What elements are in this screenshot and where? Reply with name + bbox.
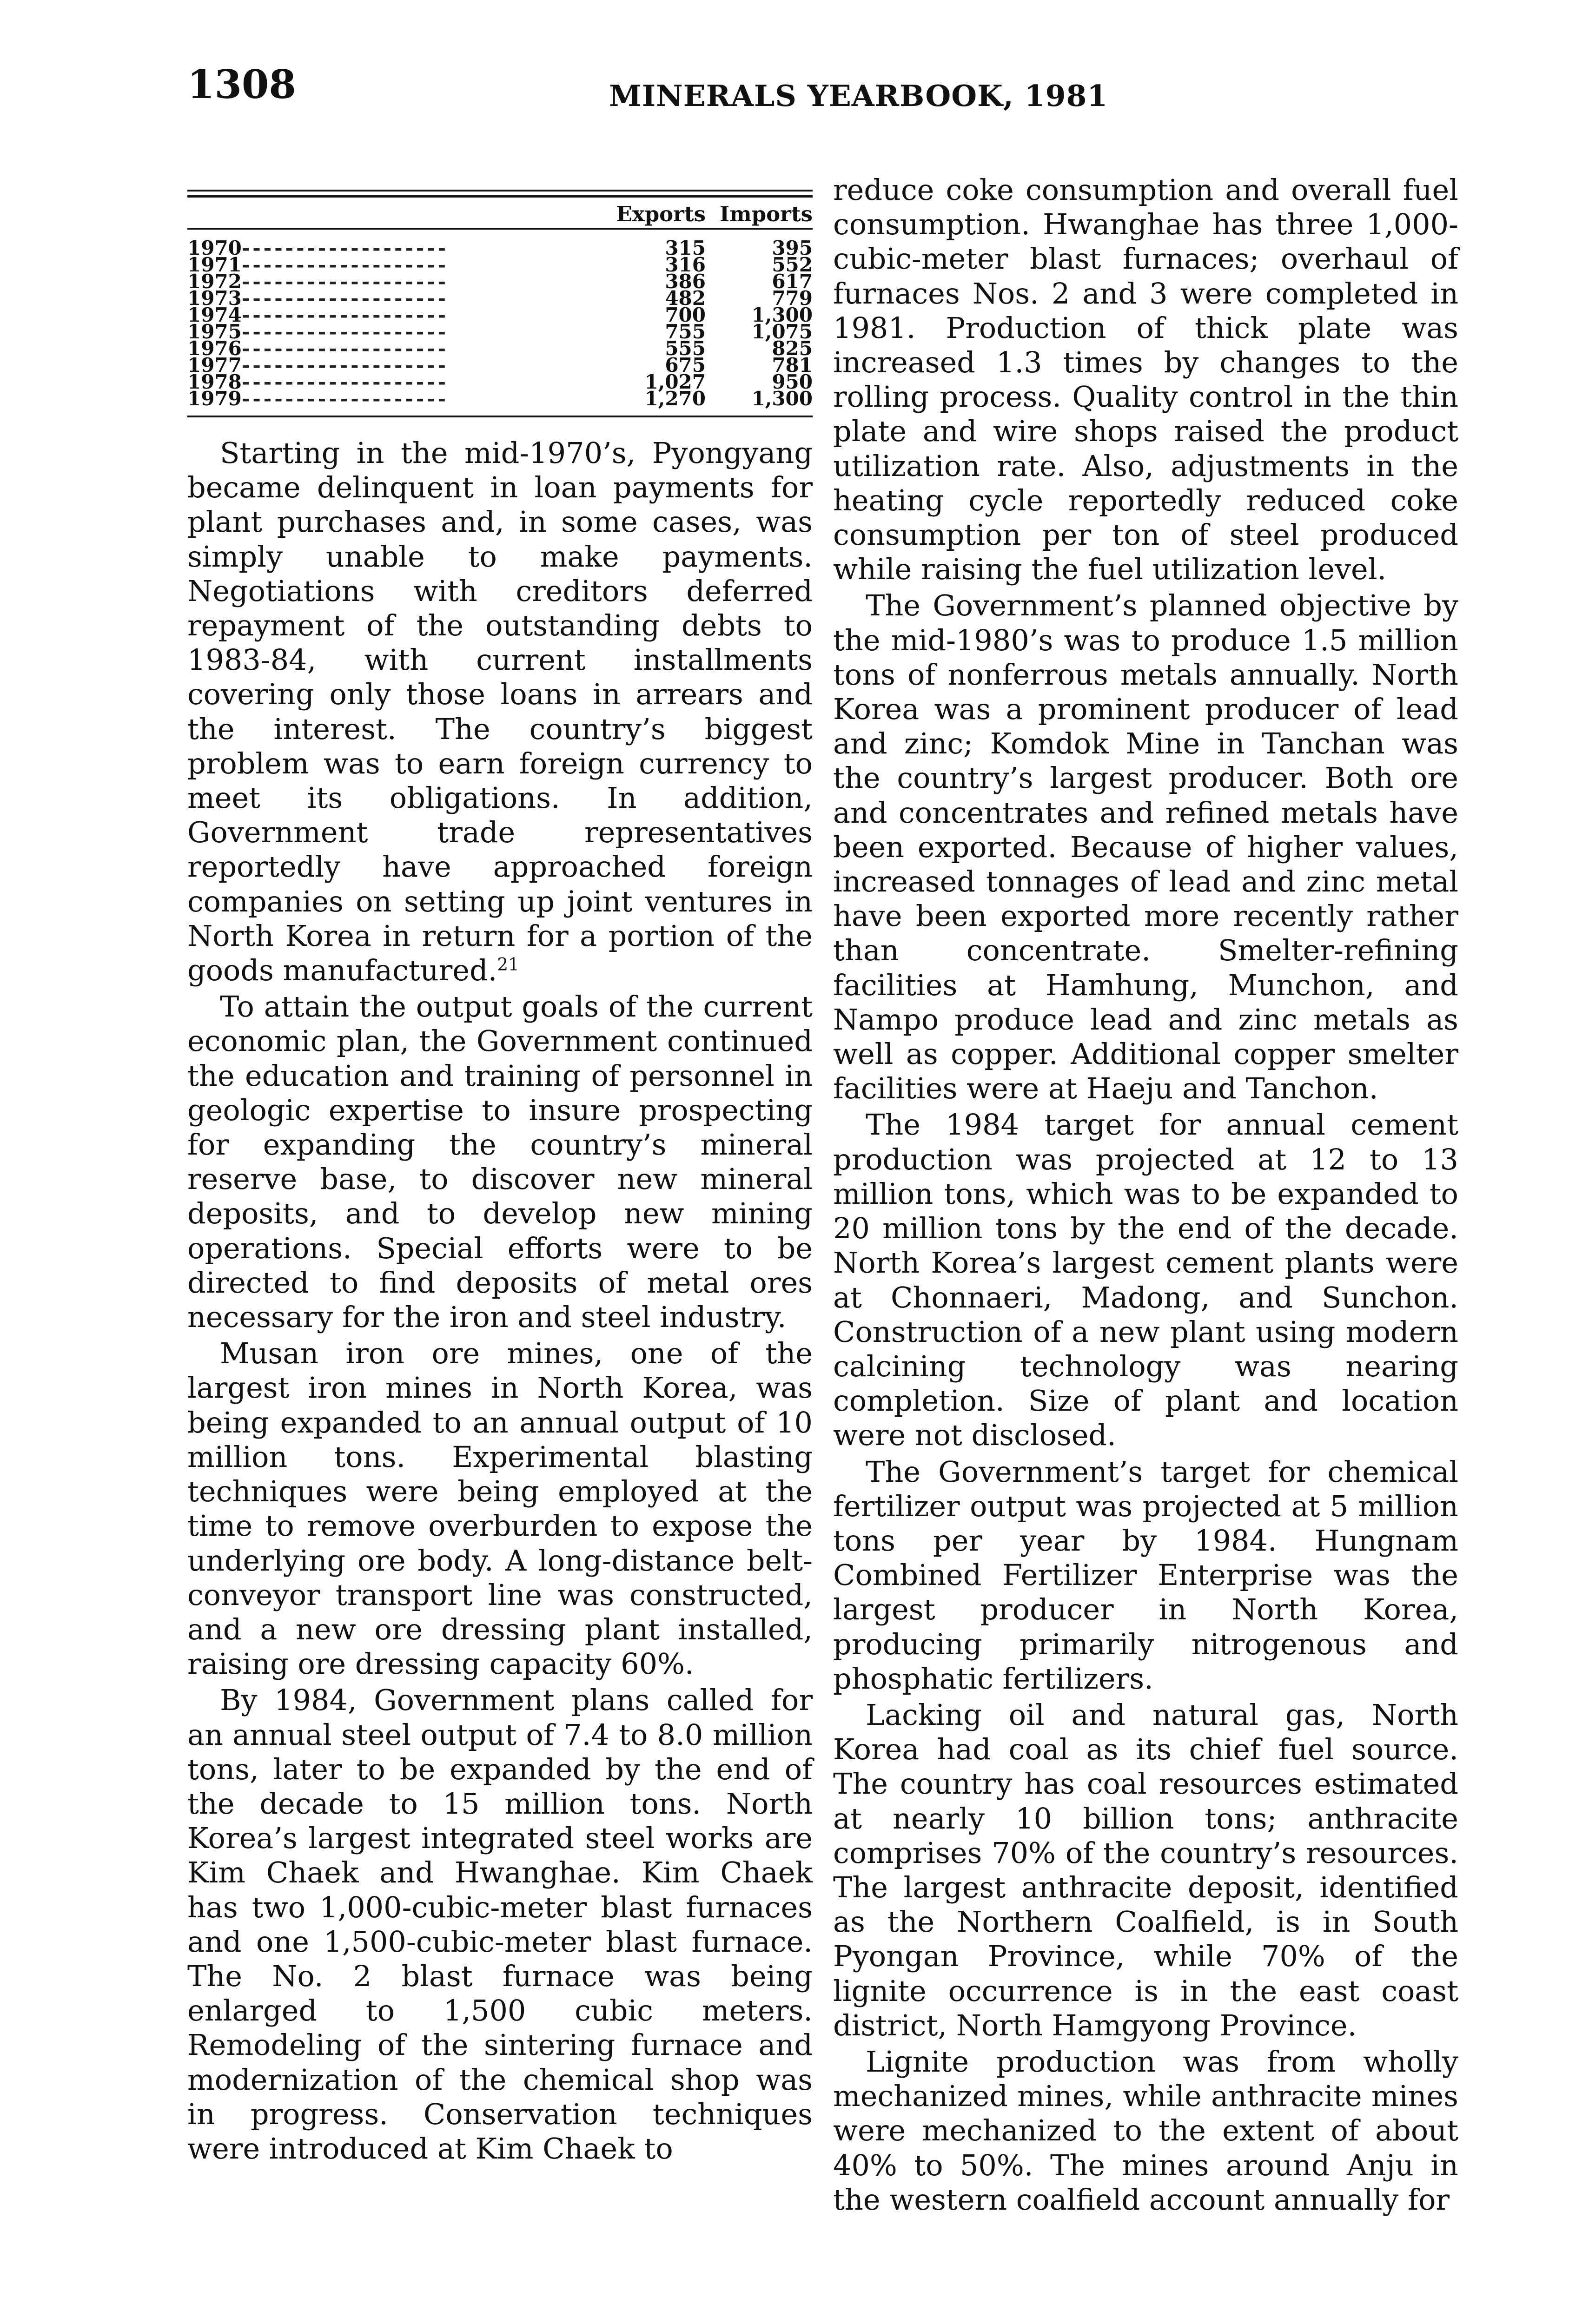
exports-cell: 755 — [665, 320, 706, 343]
year-cell: 1976 — [187, 337, 242, 360]
paragraph-output-goals: To attain the output goals of the current economic plan, the Government continued the education and training of personnel in geologic expertise to insure prospecting for expanding the country’s mineral reserve base, to discover new mineral deposits, and to develop new mining operations. Special efforts were to be directed to find deposits of metal ores necessary for the iron and steel industry. — [187, 990, 813, 1334]
year-cell: 1978 — [187, 370, 242, 393]
exports-cell: 315 — [665, 237, 706, 259]
column-header-exports: Exports — [599, 197, 706, 229]
dot-leader: ------------------- — [241, 320, 449, 343]
exports-cell: 482 — [665, 287, 706, 310]
dot-leader: ------------------- — [241, 387, 449, 410]
year-cell: 1972 — [187, 270, 242, 293]
year-cell: 1970 — [187, 237, 242, 259]
right-column — [833, 173, 1458, 2217]
imports-cell: 395 — [772, 237, 813, 259]
year-cell: 1971 — [187, 253, 242, 276]
year-cell: 1977 — [187, 354, 242, 376]
exports-cell: 555 — [665, 337, 706, 360]
table-row — [187, 390, 813, 416]
exports-cell: 1,270 — [599, 390, 706, 416]
trade-table — [187, 190, 813, 417]
paragraph-fertilizer: The Government’s target for chemical fertilizer output was projected at 5 million tons per year by 1984. Hungnam Combined Fertilizer Enterprise was the largest producer in North Korea, producing primarily nitrogenous and phosphatic fertilizers. — [833, 1454, 1458, 1696]
year-cell: 1979 — [187, 387, 242, 410]
dot-leader: ------------------- — [241, 237, 449, 259]
dot-leader: ------------------- — [241, 287, 449, 310]
table-row — [187, 229, 813, 257]
imports-cell: 1,075 — [751, 320, 813, 343]
footnote-ref: 21 — [497, 954, 519, 975]
exports-cell: 700 — [665, 304, 706, 326]
imports-cell: 825 — [772, 337, 813, 360]
imports-cell: 781 — [772, 354, 813, 376]
imports-cell: 950 — [772, 370, 813, 393]
paragraph-lignite-production: Lignite production was from wholly mechanized mines, while anthracite mines were mechanized to the extent of about 40% to 50%. The mines around Anju in the western coalfield account annually for — [833, 2044, 1458, 2217]
exports-cell: 675 — [665, 354, 706, 376]
dot-leader: ------------------- — [241, 337, 449, 360]
imports-cell: 779 — [772, 287, 813, 310]
imports-cell: 1,300 — [751, 304, 813, 326]
paragraph-debt: Starting in the mid-1970’s, Pyongyang became delinquent in loan payments for plant purchases and, in some cases, was simply unable to make payments. Negotiations with creditors deferred repayment of the outstanding debts to 1983-84, with current installments covering only those loans in arrears and the interest. The country’s biggest problem was to earn foreign currency to meet its obligations. In addition, Government trade representatives reportedly have approached foreign companies on setting up joint ventures in North Korea in return for a portion of the goods manufactured.$^{21}$ — [187, 436, 813, 988]
paragraph-cement: The 1984 target for annual cement production was projected at 12 to 13 million tons, which was to be expanded to 20 million tons by the end of the decade. North Korea’s largest cement plants were at Chonnaeri, Madong, and Sunchon. Construction of a new plant using modern calcining technology was nearing completion. Size of plant and location were not disclosed. — [833, 1108, 1458, 1452]
dot-leader: ------------------- — [241, 354, 449, 376]
imports-cell: 1,300 — [706, 390, 813, 416]
dot-leader: ------------------- — [241, 253, 449, 276]
exports-cell: 1,027 — [644, 370, 706, 393]
page-number: 1308 — [187, 61, 296, 107]
paragraph-coal-resources: Lacking oil and natural gas, North Korea had coal as its chief fuel source. The country has coal resources estimated at nearly 10 billion tons; anthracite comprises 70% of the country’s resources. The largest anthracite deposit, identified as the Northern Coalfield, is in South Pyongan Province, while 70% of the lignite occurrence is in the east coast district, North Hamgyong Province. — [833, 1697, 1458, 2042]
imports-cell: 552 — [772, 253, 813, 276]
running-title: MINERALS YEARBOOK, 1981 — [609, 79, 1108, 113]
dot-leader: ------------------- — [241, 304, 449, 326]
year-cell: 1973 — [187, 287, 242, 310]
table-header-row — [187, 197, 813, 229]
exports-cell: 386 — [665, 270, 706, 293]
year-cell: 1974 — [187, 304, 242, 326]
paragraph-coke-consumption: reduce coke consumption and overall fuel consumption. Hwanghae has three 1,000-cubic-meter blast furnaces; overhaul of furnaces Nos. 2 and 3 were completed in 1981. Production of thick plate was increased 1.3 times by changes to the rolling process. Quality control in the thin plate and wire shops raised the product utilization rate. Also, adjustments in the heating cycle reportedly reduced coke consumption per ton of steel produced while raising the fuel utilization level. — [833, 173, 1458, 587]
column-header-imports: Imports — [706, 197, 813, 229]
paragraph-steel-output: By 1984, Government plans called for an annual steel output of 7.4 to 8.0 million tons, later to be expanded by the end of the decade to 15 million tons. North Korea’s largest integrated steel works are Kim Chaek and Hwanghae. Kim Chaek has two 1,000-cubic-meter blast furnaces and one 1,500-cubic-meter blast furnace. The No. 2 blast furnace was being enlarged to 1,500 cubic meters. Remodeling of the sintering furnace and modernization of the chemical shop was in progress. Conservation techniques were introduced at Kim Chaek to — [187, 1683, 813, 2166]
paragraph-nonferrous-metals: The Government’s planned objective by the mid-1980’s was to produce 1.5 million tons of nonferrous metals annually. North Korea was a prominent producer of lead and zinc; Komdok Mine in Tanchan was the country’s largest producer. Both ore and concentrates and refined metals have been exported. Because of higher values, increased tonnages of lead and zinc metal have been exported more recently rather than concentrate. Smelter-refining facilities at Hamhung, Munchon, and Nampo produce lead and zinc metals as well as copper. Additional copper smelter facilities were at Haeju and Tanchon. — [833, 588, 1458, 1106]
left-column — [187, 173, 813, 2166]
paragraph-musan-mines: Musan iron ore mines, one of the largest iron mines in North Korea, was being expanded to an annual output of 10 million tons. Experimental blasting techniques were being employed at the time to remove overburden to expose the underlying ore body. A long-distance belt-conveyor transport line was constructed, and a new ore dressing plant installed, raising ore dressing capacity 60%. — [187, 1336, 813, 1681]
year-cell: 1975 — [187, 320, 242, 343]
exports-cell: 316 — [665, 253, 706, 276]
dot-leader: ------------------- — [241, 370, 449, 393]
imports-cell: 617 — [772, 270, 813, 293]
dot-leader: ------------------- — [241, 270, 449, 293]
